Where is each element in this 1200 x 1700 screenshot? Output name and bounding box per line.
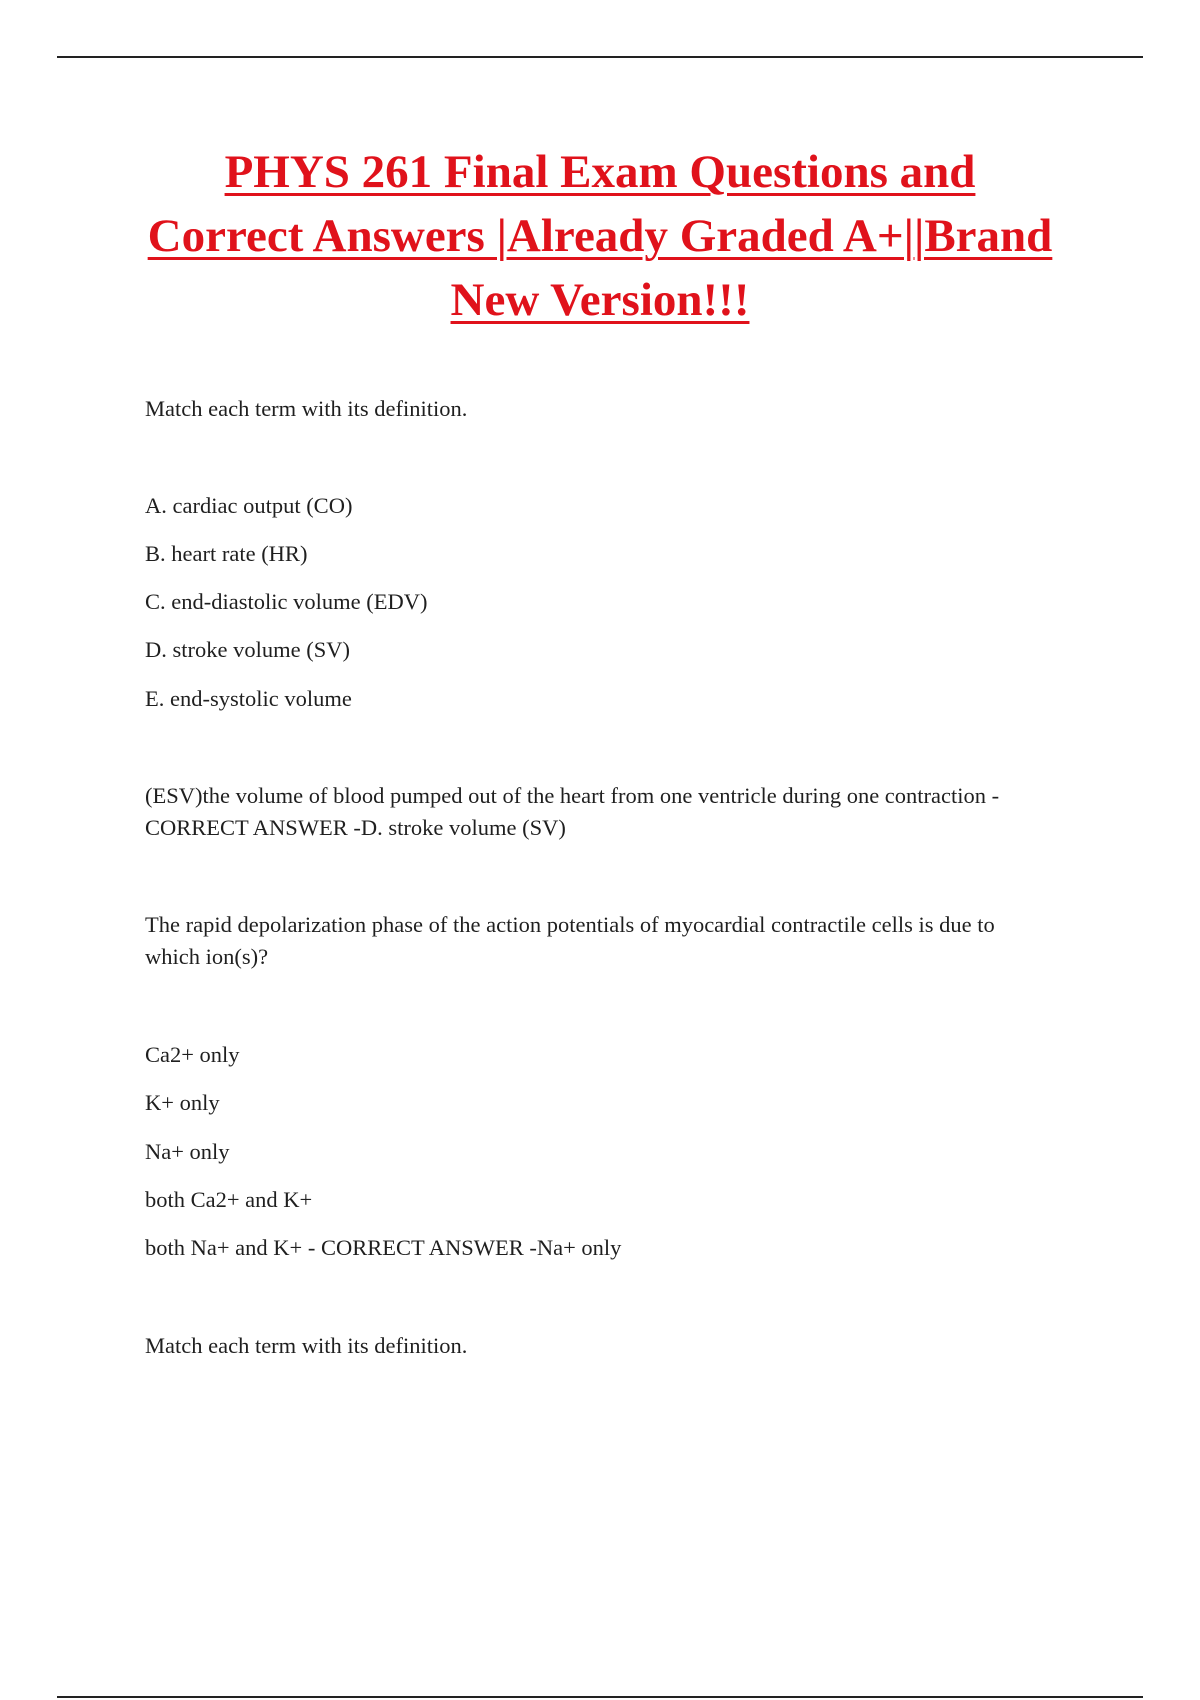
title-line-1: PHYS 261 Final Exam Questions and — [224, 146, 976, 198]
q1-answer-line-2: CORRECT ANSWER -D. stroke volume (SV) — [145, 815, 566, 840]
q2-option-3: Na+ only — [145, 1139, 230, 1164]
q1-option-e: E. end-systolic volume — [145, 686, 352, 711]
title-line-3: New Version!!! — [450, 274, 750, 326]
q1-option-a: A. cardiac output (CO) — [145, 493, 353, 518]
q1-answer-line-1: (ESV)the volume of blood pumped out of the heart from one ventricle during one contraction - — [145, 783, 1000, 808]
title-line-2: Correct Answers |Already Graded A+||Brand — [147, 210, 1053, 262]
q1-prompt: Match each term with its definition. — [145, 396, 468, 421]
q2-prompt — [145, 909, 1075, 973]
q2-option-5-answer: both Na+ and K+ - CORRECT ANSWER -Na+ only — [145, 1235, 622, 1260]
document-title — [100, 140, 1100, 332]
q3-prompt: Match each term with its definition. — [145, 1333, 468, 1358]
q1-option-b: B. heart rate (HR) — [145, 541, 308, 566]
q1-answer — [145, 780, 1075, 844]
q2-option-1: Ca2+ only — [145, 1042, 240, 1067]
q2-option-4: both Ca2+ and K+ — [145, 1187, 313, 1212]
q2-option-2: K+ only — [145, 1090, 220, 1115]
q2-prompt-line-2: which ion(s)? — [145, 944, 269, 969]
q1-option-c: C. end-diastolic volume (EDV) — [145, 589, 428, 614]
header-rule — [57, 56, 1143, 58]
q1-option-d: D. stroke volume (SV) — [145, 637, 350, 662]
footer-rule — [57, 1696, 1143, 1698]
q2-prompt-line-1: The rapid depolarization phase of the action potentials of myocardial contractile cells is due to — [145, 912, 995, 937]
